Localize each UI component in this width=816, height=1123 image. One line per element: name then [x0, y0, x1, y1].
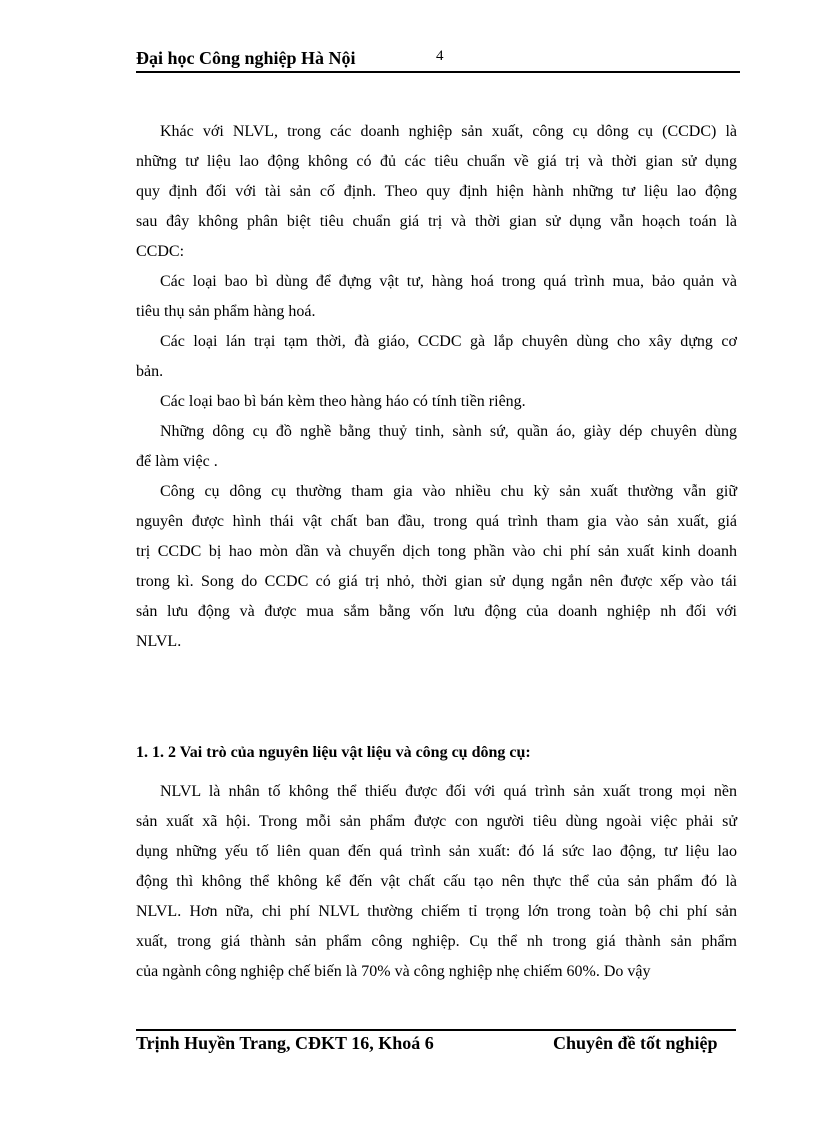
- footer-author: Trịnh Huyền Trang, CĐKT 16, Khoá 6: [136, 1033, 434, 1053]
- text-line: Các loại lán trại tạm thời, đà giáo, CCDC gà lắp chuyên dùng cho xây dựng cơ: [160, 333, 737, 350]
- text-line: NLVL.: [136, 633, 182, 650]
- paragraph: [136, 417, 737, 477]
- text-line: động thì không thể không kể đến vật chất cấu tạo nên thực thể của sản phẩm đó là: [136, 873, 737, 890]
- section-1-body: [136, 117, 737, 657]
- footer-title: Chuyên đề tốt nghiệp: [553, 1033, 718, 1053]
- text-line: CCDC:: [136, 243, 185, 260]
- section-2-body: [136, 777, 737, 987]
- text-line: trị CCDC bị hao mòn dần và chuyển dịch tong phần vào chi phí sản xuất kinh doanh: [136, 543, 737, 560]
- header-rule: [136, 71, 740, 73]
- text-line: Các loại bao bì dùng để đựng vật tư, hàng hoá trong quá trình mua, bảo quản và: [160, 273, 737, 290]
- text-line: bản.: [136, 363, 164, 380]
- text-line: Các loại bao bì bán kèm theo hàng háo có tính tiền riêng.: [160, 393, 526, 410]
- header-institution: Đại học Công nghiệp Hà Nội: [136, 48, 356, 68]
- page-number: 4: [436, 48, 444, 64]
- paragraph: [136, 777, 737, 987]
- text-line: sản xuất xã hội. Trong mỗi sản phẩm được con người tiêu dùng ngoài việc phải sử: [136, 813, 737, 830]
- text-line: của ngành công nghiệp chế biến là 70% và công nghiệp nhẹ chiếm 60%. Do vậy: [136, 963, 651, 980]
- text-line: sản lưu động và được mua sắm bằng vốn lưu động của doanh nghiệp nh đối với: [136, 603, 737, 620]
- section-heading: 1. 1. 2 Vai trò của nguyên liệu vật liệu và công cụ dông cụ:: [136, 744, 531, 761]
- footer-rule: [136, 1029, 736, 1031]
- text-line: NLVL là nhân tố không thể thiếu được đối với quá trình sản xuất trong mọi nền: [160, 783, 737, 800]
- text-line: quy định đối với tài sản cố định. Theo quy định hiện hành những tư liệu lao động: [136, 183, 737, 200]
- text-line: tiêu thụ sản phẩm hàng hoá.: [136, 303, 316, 320]
- text-line: trong kì. Song do CCDC có giá trị nhỏ, thời gian sử dụng ngắn nên được xếp vào tái: [136, 573, 737, 590]
- text-line: để làm việc .: [136, 453, 218, 470]
- paragraph: [136, 267, 737, 327]
- text-line: Công cụ dông cụ thường tham gia vào nhiều chu kỳ sản xuất thường vẫn giữ: [160, 483, 737, 500]
- text-line: dụng những yếu tố liên quan đến quá trình sản xuất: đó lá sức lao động, tư liệu lao: [136, 843, 737, 860]
- paragraph: [136, 387, 737, 417]
- text-line: Những dông cụ đồ nghề bằng thuỷ tinh, sành sứ, quần áo, giày dép chuyên dùng: [160, 423, 737, 440]
- text-line: những tư liệu lao động không có đủ các tiêu chuẩn về giá trị và thời gian sử dụng: [136, 153, 737, 170]
- paragraph: [136, 327, 737, 387]
- text-line: NLVL. Hơn nữa, chi phí NLVL thường chiếm tỉ trọng lớn trong toàn bộ chi phí sản: [136, 903, 737, 920]
- paragraph: [136, 117, 737, 267]
- text-line: Khác với NLVL, trong các doanh nghiệp sản xuất, công cụ dông cụ (CCDC) là: [160, 123, 737, 140]
- paragraph: [136, 477, 737, 657]
- text-line: xuất, trong giá thành sản phẩm công nghiệp. Cụ thể nh trong giá thành sản phẩm: [136, 933, 737, 950]
- text-line: sau đây không phân biệt tiêu chuẩn giá trị và thời gian sử dụng vẫn hoạch toán là: [136, 213, 737, 230]
- text-line: nguyên được hình thái vật chất ban đầu, trong quá trình tham gia vào sản xuất, giá: [136, 513, 737, 530]
